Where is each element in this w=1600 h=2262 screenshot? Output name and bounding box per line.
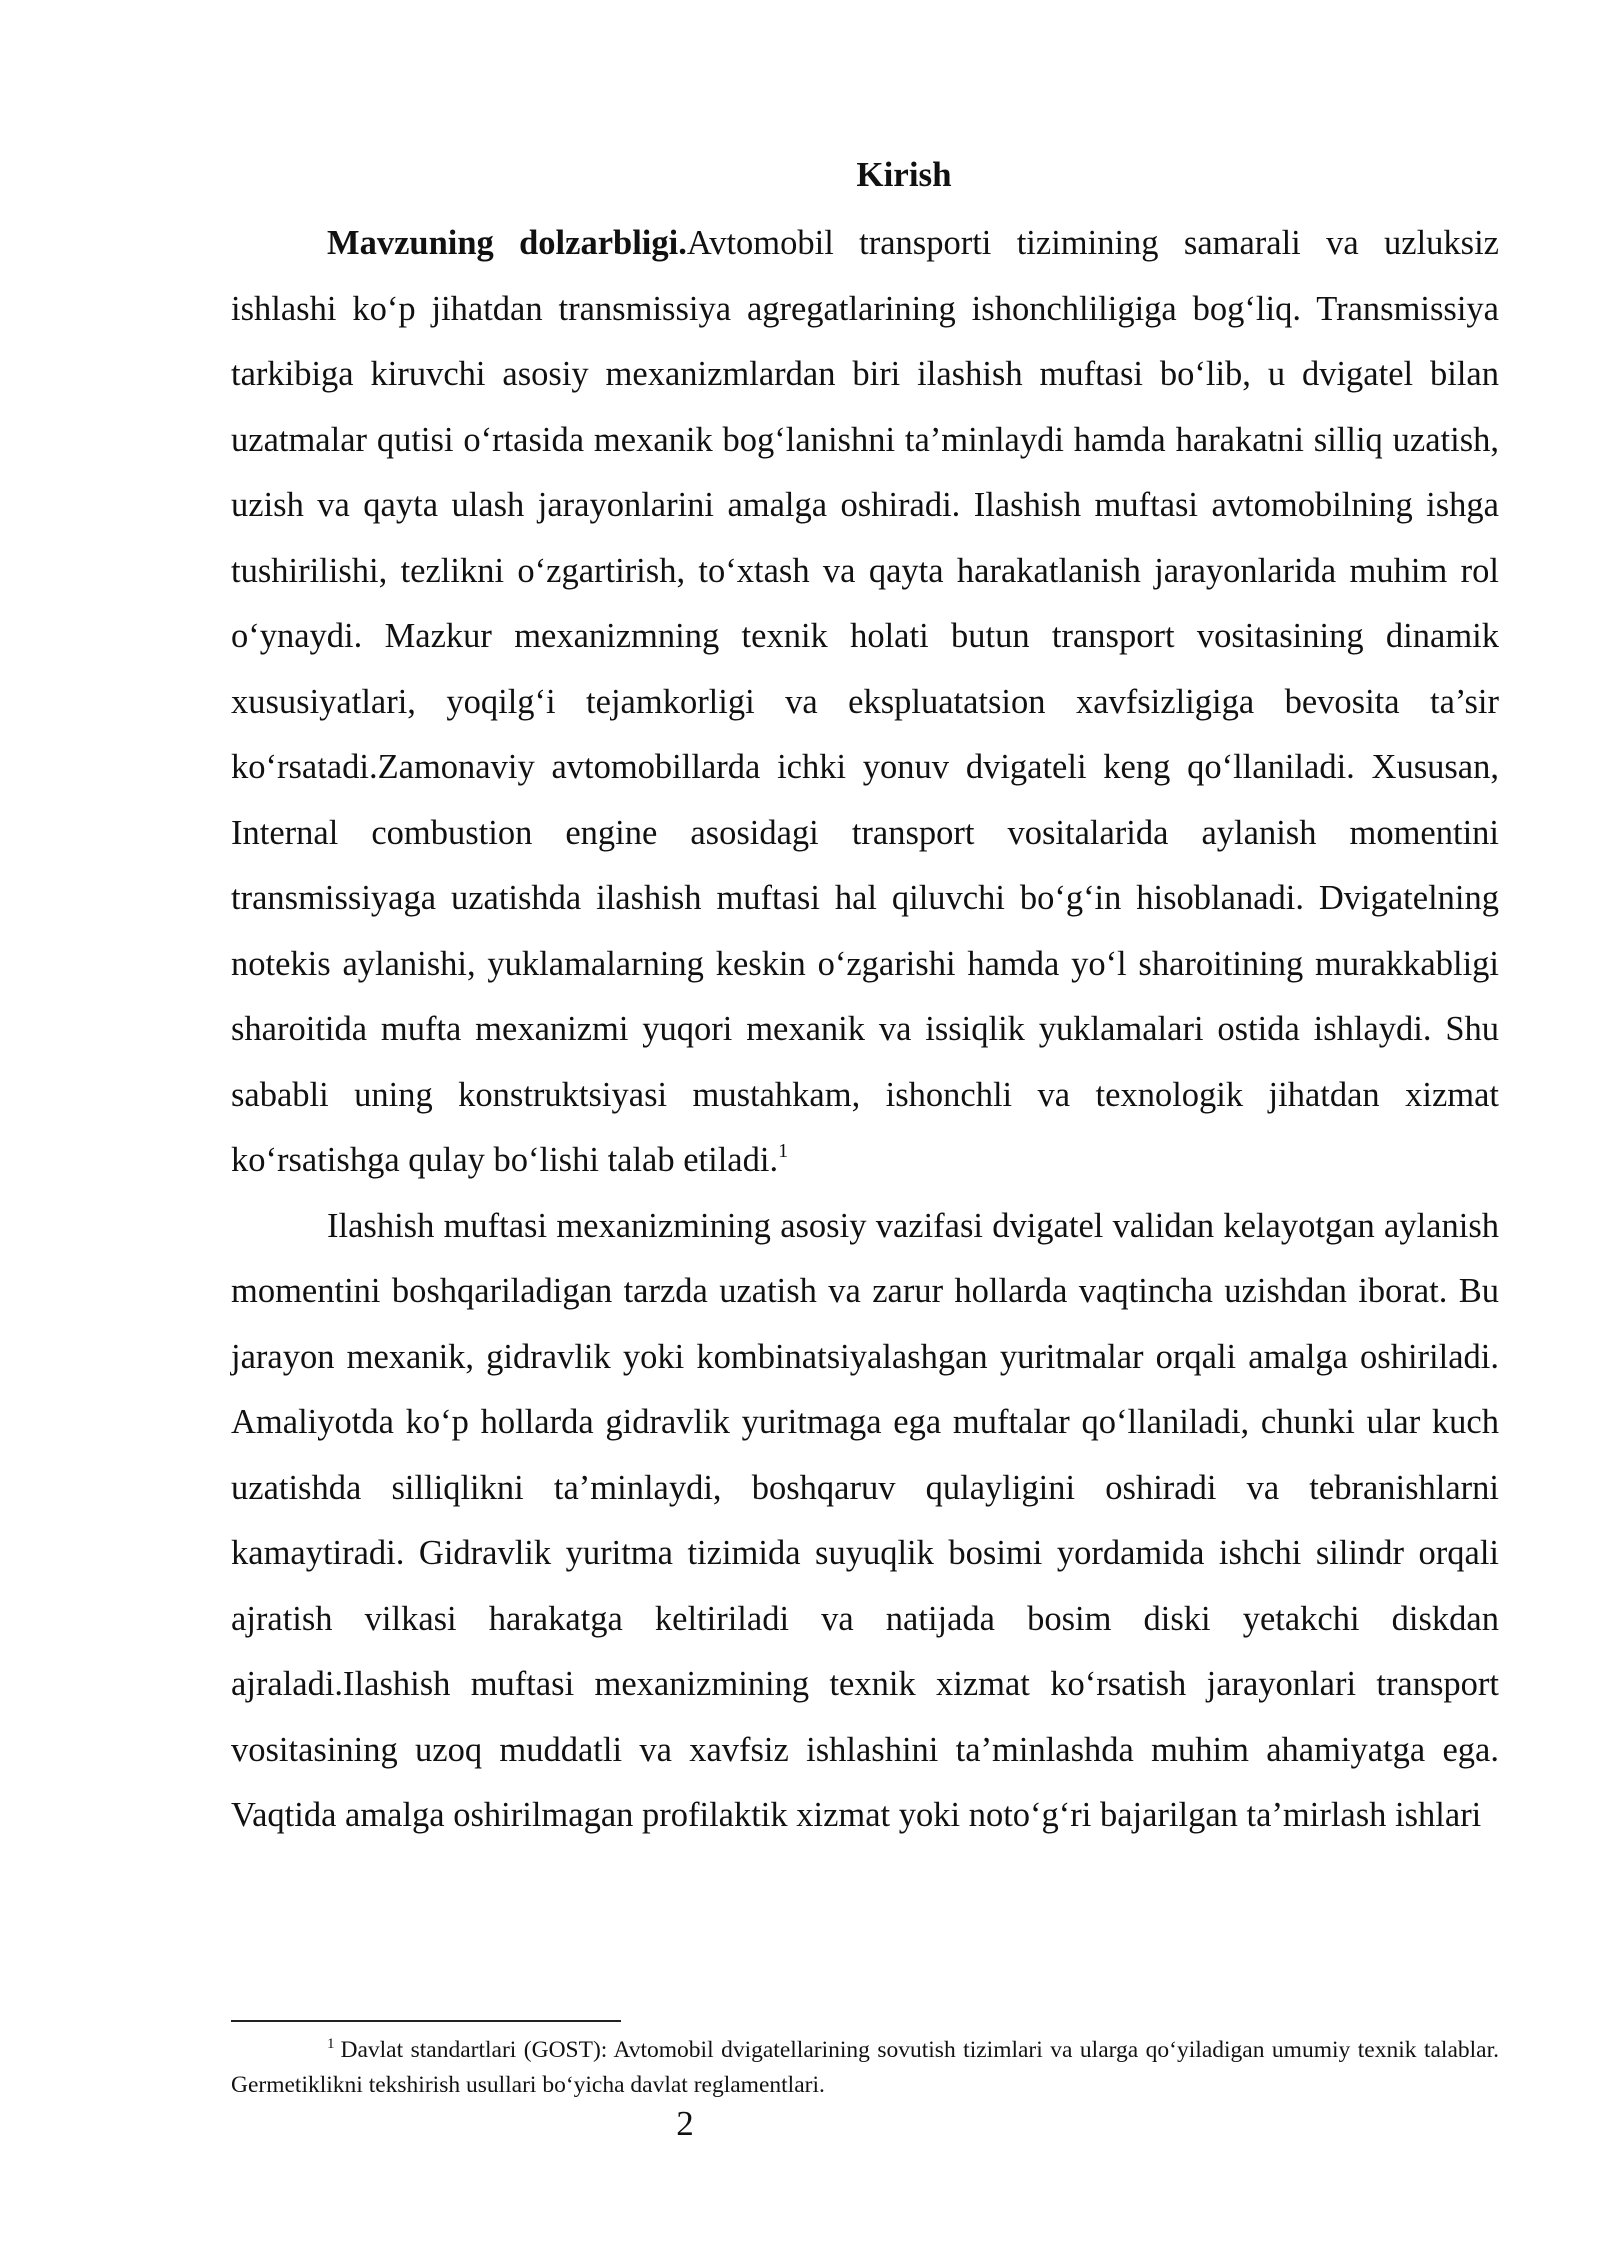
page-number: 2 <box>676 2104 694 2143</box>
footnote-text: Davlat standartlari (GOST): Avtomobil dvigatellarining sovutish tizimlari va ularga qo‘yiladigan umumiy texnik talablar. Germetiklikni tekshirish usullari bo‘yicha davlat reglamentlari. <box>231 2037 1499 2098</box>
paragraph-text: Ilashish muftasi mexanizmining asosiy vazifasi dvigatel validan kelayotgan aylanish momentini boshqariladigan tarzda uzatish va zarur hollarda vaqtincha uzishdan iborat. Bu jarayon mexanik, gidravlik yoki kombinatsiyalashgan yuritmalar orqali amalga oshiriladi. Amaliyotda ko‘p hollarda gidravlik yuritmaga ega muftalar qo‘llaniladi, chunki ular kuch uzatishda silliqlikni ta’minlaydi, boshqaruv qulayligini oshiradi va tebranishlarni kamaytiradi. Gidravlik yuritma tizimida suyuqlik bosimi yordamida ishchi silindr orqali ajratish vilkasi harakatga keltiriladi va natijada bosim diski yetakchi diskdan ajraladi.Ilashish muftasi mexanizmining texnik xizmat ko‘rsatish jarayonlari transport vositasining uzoq muddatli va xavfsiz ishlashini ta’minlashda muhim ahamiyatga ega. Vaqtida amalga oshirilmagan profilaktik xizmat yoki noto‘g‘ri bajarilgan ta’mirlash ishlari <box>231 1206 1499 1834</box>
paragraph-lead: Mavzuning dolzarbligi. <box>327 224 687 262</box>
body-text <box>231 211 1499 1849</box>
footnote <box>231 2034 1499 2101</box>
paragraph-clutch-function <box>231 1194 1499 1849</box>
section-title: Kirish <box>856 155 952 194</box>
footnote-separator <box>231 2020 621 2022</box>
footnote-reference[interactable]: 1 <box>778 1139 789 1162</box>
paragraph-text: Avtomobil transporti tizimining samarali va uzluksiz ishlashi ko‘p jihatdan transmissiya agregatlarining ishonchliligiga bog‘liq. Transmissiya tarkibiga kiruvchi asosiy mexanizmlardan biri ilashish muftasi bo‘lib, u dvigatel bilan uzatmalar qutisi o‘rtasida mexanik bog‘lanishni ta’minlaydi hamda harakatni silliq uzatish, uzish va qayta ulash jarayonlarini amalga oshiradi. Ilashish muftasi avtomobilning ishga tushirilishi, tezlikni o‘zgartirish, to‘xtash va qayta harakatlanish jarayonlarida muhim rol o‘ynaydi. Mazkur mexanizmning texnik holati butun transport vositasining dinamik xususiyatlari, yoqilg‘i tejamkorligi va ekspluatatsion xavfsizligiga bevosita ta’sir ko‘rsatadi.Zamonaviy avtomobillarda ichki yonuv dvigateli keng qo‘llaniladi. Xususan, Internal combustion engine asosidagi transport vositalarida aylanish momentini transmissiyaga uzatishda ilashish muftasi hal qiluvchi bo‘g‘in hisoblanadi. Dvigatelning notekis aylanishi, yuklamalarning keskin o‘zgarishi hamda yo‘l sharoitining murakkabligi sharoitida mufta mexanizmi yuqori mexanik va issiqlik yuklamalari ostida ishlaydi. Shu sababli uning konstruktsiyasi mustahkam, ishonchli va texnologik jihatdan xizmat ko‘rsatishga qulay bo‘lishi talab etiladi. <box>231 224 1499 1179</box>
footnote-mark: 1 <box>327 2036 335 2052</box>
paragraph-relevance <box>231 211 1499 1194</box>
